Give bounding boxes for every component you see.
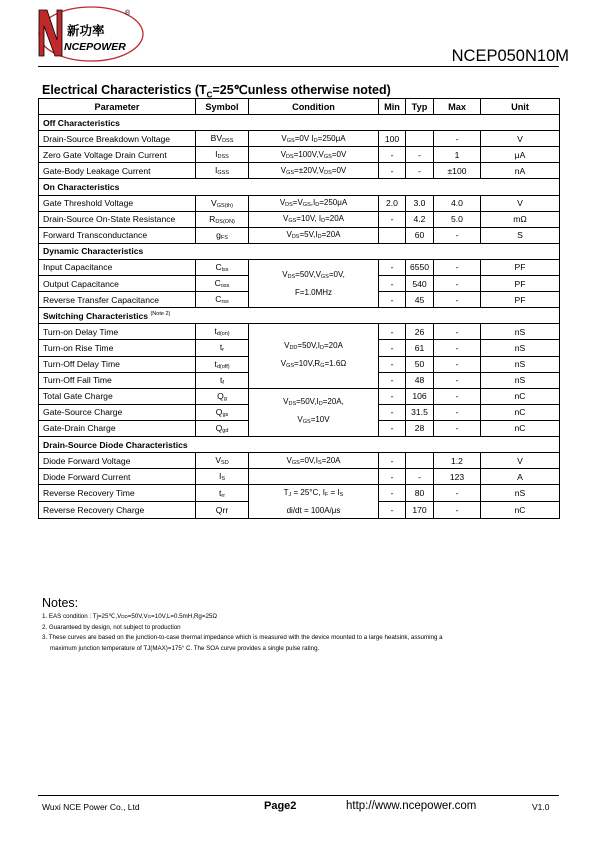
typ-cell: 4.2 (406, 211, 434, 227)
footer-company: Wuxi NCE Power Co., Ltd (42, 802, 140, 812)
max-cell: - (434, 485, 481, 502)
unit-cell: nA (481, 163, 560, 179)
category-row (39, 243, 560, 259)
header-cell: Symbol (196, 99, 249, 115)
min-cell: - (379, 453, 406, 469)
condition-cell: VGS=10V, ID=20A (249, 211, 379, 227)
parameter-cell: Turn-on Rise Time (39, 340, 196, 356)
parameter-cell: Gate-Body Leakage Current (39, 163, 196, 179)
typ-cell: 60 (406, 227, 434, 243)
note-item: 1. EAS condition : Tj=25℃,VDD=50V,VG=10V,L=0.5mH,Rg=25Ω (42, 613, 217, 620)
min-cell: - (379, 420, 406, 436)
logo-mark (33, 6, 145, 64)
header-cell: Min (379, 99, 406, 115)
notes-title: Notes: (42, 596, 79, 610)
condition-cell: TJ = 25°C, IF = IS di/dt = 100A/μs (249, 485, 379, 519)
company-logo (33, 6, 145, 64)
typ-cell: 50 (406, 356, 434, 372)
table-row (39, 195, 560, 211)
symbol-cell: BVDSS (196, 131, 249, 147)
symbol-cell: IS (196, 469, 249, 485)
typ-cell: 61 (406, 340, 434, 356)
unit-cell: V (481, 195, 560, 211)
unit-cell: PF (481, 259, 560, 275)
typ-cell: 31.5 (406, 404, 434, 420)
condition-cell: VDS=50V,VGS=0V, F=1.0MHz (249, 259, 379, 307)
category-row (39, 115, 560, 131)
min-cell: - (379, 163, 406, 179)
symbol-cell: tr (196, 340, 249, 356)
max-cell: - (434, 227, 481, 243)
parameter-cell: Forward Transconductance (39, 227, 196, 243)
unit-cell: nS (481, 340, 560, 356)
category-label: Switching Characteristics $^{(Note 2)}$ (39, 308, 560, 324)
typ-cell: 540 (406, 276, 434, 292)
table-row (39, 211, 560, 227)
symbol-cell: tf (196, 372, 249, 388)
table-row (39, 324, 560, 340)
max-cell: 4.0 (434, 195, 481, 211)
parameter-cell: Gate-Source Charge (39, 404, 196, 420)
parameter-cell: Reverse Recovery Time (39, 485, 196, 502)
parameter-cell: Turn-Off Fall Time (39, 372, 196, 388)
unit-cell: nC (481, 502, 560, 519)
parameter-cell: Diode Forward Voltage (39, 453, 196, 469)
max-cell: 123 (434, 469, 481, 485)
min-cell: - (379, 404, 406, 420)
parameter-cell: Drain-Source Breakdown Voltage (39, 131, 196, 147)
condition-cell: VDD=50V,ID=20A VGS=10V,RG=1.6Ω (249, 324, 379, 388)
unit-cell: V (481, 453, 560, 469)
footer-page: Page2 (264, 800, 297, 812)
max-cell: - (434, 404, 481, 420)
parameter-cell: Output Capacitance (39, 276, 196, 292)
note-item: 3. These curves are based on the junction-to-case thermal impedance which is measured with the device mounted to a large heatsink, assuming a (42, 634, 443, 641)
parameter-cell: Gate-Drain Charge (39, 420, 196, 436)
unit-cell: nC (481, 404, 560, 420)
condition-cell: VGS=0V ID=250μA (249, 131, 379, 147)
min-cell: - (379, 276, 406, 292)
parameter-cell: Turn-on Delay Time (39, 324, 196, 340)
min-cell: 2.0 (379, 195, 406, 211)
header-cell: Parameter (39, 99, 196, 115)
min-cell: - (379, 211, 406, 227)
footer-rule (38, 795, 559, 796)
unit-cell: μA (481, 147, 560, 163)
category-row (39, 179, 560, 195)
symbol-cell: td(on) (196, 324, 249, 340)
category-label: On Characteristics (39, 179, 560, 195)
unit-cell: nS (481, 356, 560, 372)
condition-cell: VGS=0V,IS=20A (249, 453, 379, 469)
parameter-cell: Zero Gate Voltage Drain Current (39, 147, 196, 163)
symbol-cell: IGSS (196, 163, 249, 179)
part-number: NCEP050N10M (451, 47, 569, 65)
note-item: maximum junction temperature of TJ(MAX)=175° C. The SOA curve provides a single pulse rating. (50, 644, 320, 652)
parameter-cell: Gate Threshold Voltage (39, 195, 196, 211)
symbol-cell: trr (196, 485, 249, 502)
header-cell: Max (434, 99, 481, 115)
max-cell: - (434, 131, 481, 147)
max-cell: - (434, 388, 481, 404)
unit-cell: nS (481, 372, 560, 388)
max-cell: - (434, 420, 481, 436)
unit-cell: PF (481, 292, 560, 308)
typ-cell: 170 (406, 502, 434, 519)
max-cell: - (434, 259, 481, 275)
header-cell: Unit (481, 99, 560, 115)
parameter-cell: Reverse Transfer Capacitance (39, 292, 196, 308)
symbol-cell: RDS(ON) (196, 211, 249, 227)
unit-cell: mΩ (481, 211, 560, 227)
symbol-cell: Crss (196, 292, 249, 308)
logo-chinese: 新功率 (67, 23, 105, 38)
notes-list (42, 612, 557, 654)
min-cell: - (379, 259, 406, 275)
min-cell: - (379, 388, 406, 404)
unit-cell: PF (481, 276, 560, 292)
max-cell: - (434, 276, 481, 292)
typ-cell: 6550 (406, 259, 434, 275)
max-cell: - (434, 372, 481, 388)
max-cell: - (434, 340, 481, 356)
max-cell: ±100 (434, 163, 481, 179)
condition-cell (249, 469, 379, 485)
category-row (39, 436, 560, 452)
section-title: Electrical Characteristics ($T_C=25℃unless$ otherwise noted) (42, 83, 391, 100)
min-cell: - (379, 324, 406, 340)
typ-cell: - (406, 147, 434, 163)
header-cell: Condition (249, 99, 379, 115)
symbol-cell: Qrr (196, 502, 249, 519)
typ-cell (406, 131, 434, 147)
table-row (39, 388, 560, 404)
unit-cell: nS (481, 324, 560, 340)
typ-cell: 80 (406, 485, 434, 502)
condition-cell: VDS=50V,ID=20A, VGS=10V (249, 388, 379, 436)
symbol-cell: td(off) (196, 356, 249, 372)
table-row (39, 485, 560, 502)
symbol-cell: Qgd (196, 420, 249, 436)
unit-cell: nC (481, 420, 560, 436)
min-cell: - (379, 469, 406, 485)
header-cell: Typ (406, 99, 434, 115)
min-cell: - (379, 372, 406, 388)
table-row (39, 163, 560, 179)
parameter-cell: Turn-Off Delay Time (39, 356, 196, 372)
unit-cell: V (481, 131, 560, 147)
symbol-cell: Qgs (196, 404, 249, 420)
max-cell: - (434, 292, 481, 308)
symbol-cell: Coss (196, 276, 249, 292)
max-cell: 5.0 (434, 211, 481, 227)
table-row (39, 469, 560, 485)
unit-cell: S (481, 227, 560, 243)
unit-cell: nS (481, 485, 560, 502)
electrical-characteristics-table (38, 98, 560, 519)
parameter-cell: Diode Forward Current (39, 469, 196, 485)
min-cell: 100 (379, 131, 406, 147)
header-rule (38, 66, 559, 67)
condition-cell: VDS=5V,ID=20A (249, 227, 379, 243)
symbol-cell: Qg (196, 388, 249, 404)
min-cell: - (379, 340, 406, 356)
parameter-cell: Reverse Recovery Charge (39, 502, 196, 519)
max-cell: - (434, 324, 481, 340)
table-row (39, 259, 560, 275)
parameter-cell: Total Gate Charge (39, 388, 196, 404)
min-cell: - (379, 292, 406, 308)
typ-cell: - (406, 163, 434, 179)
min-cell: - (379, 356, 406, 372)
footer-url[interactable]: http://www.ncepower.com (346, 800, 477, 812)
min-cell: - (379, 485, 406, 502)
category-label: Drain-Source Diode Characteristics (39, 436, 560, 452)
typ-cell: 48 (406, 372, 434, 388)
max-cell: - (434, 356, 481, 372)
max-cell: 1.2 (434, 453, 481, 469)
category-row (39, 308, 560, 324)
max-cell: - (434, 502, 481, 519)
unit-cell: A (481, 469, 560, 485)
symbol-cell: gFS (196, 227, 249, 243)
registered-mark: ® (125, 10, 131, 17)
symbol-cell: IDSS (196, 147, 249, 163)
min-cell (379, 227, 406, 243)
category-label: Off Characteristics (39, 115, 560, 131)
table-row (39, 453, 560, 469)
typ-cell: 106 (406, 388, 434, 404)
table-row (39, 227, 560, 243)
typ-cell: 45 (406, 292, 434, 308)
typ-cell: 28 (406, 420, 434, 436)
condition-cell: VGS=±20V,VDS=0V (249, 163, 379, 179)
parameter-cell: Drain-Source On-State Resistance (39, 211, 196, 227)
max-cell: 1 (434, 147, 481, 163)
typ-cell (406, 453, 434, 469)
unit-cell: nC (481, 388, 560, 404)
symbol-cell: Clss (196, 259, 249, 275)
min-cell: - (379, 502, 406, 519)
footer-version: V1.0 (532, 802, 550, 812)
category-label: Dynamic Characteristics (39, 243, 560, 259)
table-row (39, 147, 560, 163)
symbol-cell: VGS(th) (196, 195, 249, 211)
condition-cell: VDS=100V,VGS=0V (249, 147, 379, 163)
typ-cell: - (406, 469, 434, 485)
parameter-cell: Input Capacitance (39, 259, 196, 275)
typ-cell: 3.0 (406, 195, 434, 211)
note-item: 2. Guaranteed by design, not subject to production (42, 623, 181, 631)
typ-cell: 26 (406, 324, 434, 340)
table-row (39, 131, 560, 147)
table-header-row (39, 99, 560, 115)
logo-brand: NCEPOWER (64, 41, 126, 53)
min-cell: - (379, 147, 406, 163)
symbol-cell: VSD (196, 453, 249, 469)
condition-cell: VDS=VGS,ID=250μA (249, 195, 379, 211)
